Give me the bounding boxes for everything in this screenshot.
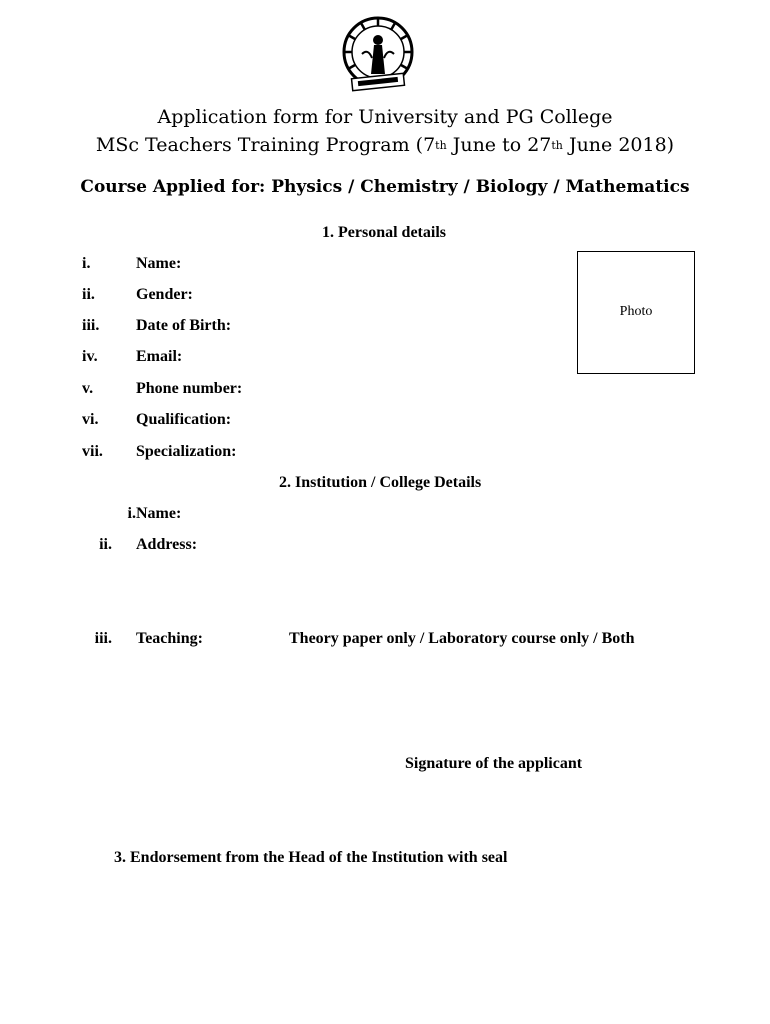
field-label: Date of Birth:	[136, 317, 232, 334]
field-institution-name	[82, 505, 181, 523]
field-number-text: ii.	[99, 536, 112, 553]
signature-label: Signature of the applicant	[405, 755, 583, 772]
photo-label: Photo	[619, 304, 653, 319]
section-heading-institution: 2. Institution / College Details	[279, 474, 482, 491]
field-number: iii.	[82, 317, 100, 334]
program-title-part: June 2018)	[562, 134, 675, 156]
field-label: Name:	[136, 505, 182, 522]
field-number: v.	[82, 380, 94, 397]
field-address	[82, 536, 197, 554]
field-label: Teaching:	[136, 630, 203, 647]
field-number: vii.	[82, 443, 103, 460]
photo-box	[577, 251, 695, 374]
form-title: Application form for University and PG College	[157, 106, 613, 128]
field-number: iv.	[82, 348, 98, 365]
field-label: Name:	[136, 255, 182, 272]
field-label: Phone number:	[136, 380, 243, 397]
field-number: i.	[82, 255, 91, 272]
program-title-part: MSc Teachers Training Program (7	[95, 134, 436, 156]
teaching-options: Theory paper only / Laboratory course only / Both	[289, 630, 635, 647]
field-label: Email:	[136, 348, 183, 365]
field-gender	[82, 286, 193, 304]
field-number: ii.	[82, 286, 95, 303]
section-heading-personal: 1. Personal details	[322, 224, 446, 241]
ordinal-suffix: th	[551, 139, 563, 152]
field-label: Gender:	[136, 286, 193, 303]
field-name	[82, 255, 181, 273]
field-phone	[82, 380, 242, 398]
program-title	[0, 134, 770, 156]
field-number: vi.	[82, 411, 99, 428]
field-label: Qualification:	[136, 411, 232, 428]
field-qualification	[82, 411, 231, 429]
field-label: Specialization:	[136, 443, 237, 460]
field-date-of-birth	[82, 317, 231, 335]
course-applied: Course Applied for: Physics / Chemistry / Biology / Mathematics	[80, 177, 690, 197]
field-number-text: iii.	[94, 630, 112, 647]
field-number	[82, 505, 136, 523]
ordinal-suffix: th	[435, 139, 447, 152]
field-teaching	[82, 630, 203, 648]
field-number-text: i.	[127, 505, 136, 522]
field-number	[82, 630, 136, 648]
field-label: Address:	[136, 536, 198, 553]
university-seal-icon	[338, 14, 418, 94]
field-specialization	[82, 443, 236, 461]
section-heading-endorsement: 3. Endorsement from the Head of the Institution with seal	[114, 849, 508, 866]
field-email	[82, 348, 182, 366]
program-title-part: June to 27	[446, 134, 552, 156]
field-number	[82, 536, 136, 554]
